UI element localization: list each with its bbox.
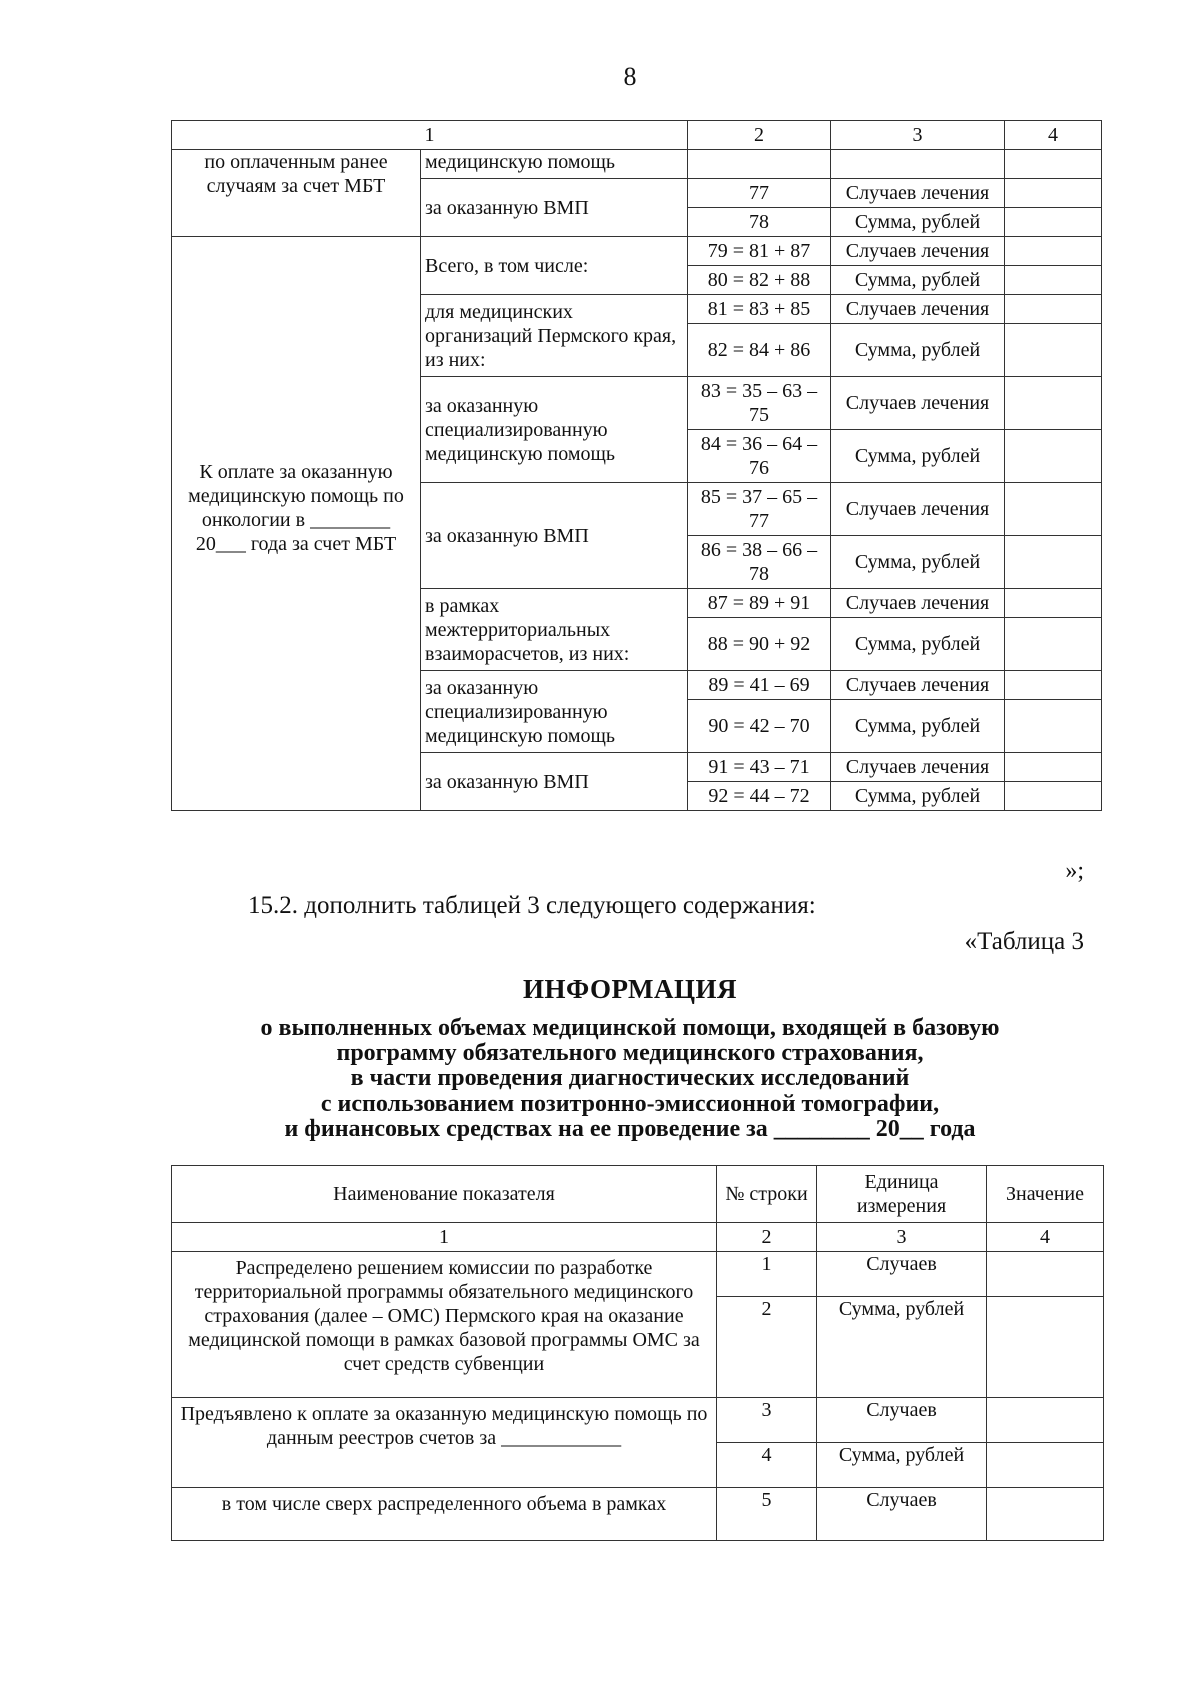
line-number: 89 = 41 – 69 bbox=[688, 671, 831, 700]
column-number: 3 bbox=[817, 1223, 987, 1252]
value-cell bbox=[987, 1443, 1104, 1488]
row-desc: за оказанную ВМП bbox=[421, 179, 688, 237]
line-number: 77 bbox=[688, 179, 831, 208]
closing-quote: »; bbox=[1065, 858, 1084, 884]
row-desc: за оказанную ВМП bbox=[421, 483, 688, 589]
table-reference: «Таблица 3 bbox=[964, 928, 1084, 955]
page-number: 8 bbox=[623, 62, 637, 91]
unit-cell: Сумма, рублей bbox=[817, 1297, 987, 1398]
unit-cell: Случаев лечения bbox=[831, 753, 1005, 782]
subtitle-line: в части проведения диагностических исследований bbox=[350, 1065, 910, 1092]
table-row bbox=[172, 150, 1102, 179]
row-desc: за оказанную специализированную медицинскую помощь bbox=[421, 671, 688, 753]
line-number bbox=[688, 150, 831, 179]
line-number: 1 bbox=[717, 1252, 817, 1297]
unit-cell: Сумма, рублей bbox=[831, 700, 1005, 753]
unit-cell: Сумма, рублей bbox=[831, 430, 1005, 483]
unit-cell: Случаев лечения bbox=[831, 237, 1005, 266]
header-cell: 2 bbox=[688, 121, 831, 150]
line-number: 78 bbox=[688, 208, 831, 237]
indicator-name: Распределено решением комиссии по разработке территориальной программы обязательного медицинского страхования (далее – ОМС) Пермского края на оказание медицинской помощи в рамках базовой программы ОМС за счет средств субвенции bbox=[172, 1252, 717, 1398]
table-header-row bbox=[172, 1166, 1104, 1223]
line-number: 80 = 82 + 88 bbox=[688, 266, 831, 295]
value-cell bbox=[1005, 377, 1102, 430]
value-cell bbox=[1005, 208, 1102, 237]
line-number: 4 bbox=[717, 1443, 817, 1488]
group-label: по оплаченным ранее случаям за счет МБТ bbox=[172, 150, 421, 237]
value-cell bbox=[987, 1398, 1104, 1443]
line-number: 84 = 36 – 64 – 76 bbox=[688, 430, 831, 483]
continuation-table bbox=[171, 120, 1102, 811]
indicator-name: Предъявлено к оплате за оказанную медицинскую помощь по данным реестров счетов за ____________ bbox=[172, 1398, 717, 1488]
value-cell bbox=[1005, 179, 1102, 208]
document-subtitle bbox=[150, 1016, 1110, 1142]
value-cell bbox=[1005, 324, 1102, 377]
line-number: 82 = 84 + 86 bbox=[688, 324, 831, 377]
value-cell bbox=[1005, 700, 1102, 753]
unit-cell: Случаев bbox=[817, 1398, 987, 1443]
line-number: 92 = 44 – 72 bbox=[688, 782, 831, 811]
line-number: 90 = 42 – 70 bbox=[688, 700, 831, 753]
value-cell bbox=[1005, 430, 1102, 483]
line-number: 91 = 43 – 71 bbox=[688, 753, 831, 782]
unit-cell: Сумма, рублей bbox=[831, 208, 1005, 237]
unit-cell bbox=[831, 150, 1005, 179]
line-number: 2 bbox=[717, 1297, 817, 1398]
document-title: ИНФОРМАЦИЯ bbox=[523, 974, 737, 1004]
value-cell bbox=[1005, 671, 1102, 700]
line-number: 5 bbox=[717, 1488, 817, 1541]
value-cell bbox=[1005, 782, 1102, 811]
column-numbers-row bbox=[172, 1223, 1104, 1252]
row-desc: для медицинских организаций Пермского края, из них: bbox=[421, 295, 688, 377]
group-label-text: К оплате за оказанную медицинскую помощь по онкологии в ________ 20___ года за счет МБТ bbox=[188, 460, 404, 555]
table-row bbox=[172, 1398, 1104, 1443]
unit-cell: Случаев лечения bbox=[831, 671, 1005, 700]
line-number: 85 = 37 – 65 – 77 bbox=[688, 483, 831, 536]
unit-cell: Случаев bbox=[817, 1488, 987, 1541]
unit-cell: Сумма, рублей bbox=[831, 536, 1005, 589]
header-cell: 3 bbox=[831, 121, 1005, 150]
row-desc: медицинскую помощь bbox=[421, 150, 688, 179]
unit-cell: Случаев bbox=[817, 1252, 987, 1297]
value-cell bbox=[987, 1297, 1104, 1398]
line-number: 87 = 89 + 91 bbox=[688, 589, 831, 618]
row-desc: в рамках межтерриториальных взаиморасчетов, из них: bbox=[421, 589, 688, 671]
unit-cell: Случаев лечения bbox=[831, 377, 1005, 430]
value-cell bbox=[1005, 295, 1102, 324]
value-cell bbox=[1005, 266, 1102, 295]
unit-cell: Сумма, рублей bbox=[831, 324, 1005, 377]
value-cell bbox=[1005, 483, 1102, 536]
value-cell bbox=[987, 1488, 1104, 1541]
value-cell bbox=[1005, 618, 1102, 671]
subtitle-line: о выполненных объемах медицинской помощи, входящей в базовую bbox=[260, 1015, 1000, 1041]
value-cell bbox=[987, 1252, 1104, 1297]
value-cell bbox=[1005, 753, 1102, 782]
unit-cell: Сумма, рублей bbox=[831, 618, 1005, 671]
line-number: 79 = 81 + 87 bbox=[688, 237, 831, 266]
header-cell: Значение bbox=[987, 1166, 1104, 1223]
row-desc: Всего, в том числе: bbox=[421, 237, 688, 295]
row-desc: за оказанную специализированную медицинскую помощь bbox=[421, 377, 688, 483]
line-number: 81 = 83 + 85 bbox=[688, 295, 831, 324]
group-label bbox=[172, 237, 421, 811]
header-cell: № строки bbox=[717, 1166, 817, 1223]
value-cell bbox=[1005, 150, 1102, 179]
column-number: 2 bbox=[717, 1223, 817, 1252]
value-cell bbox=[1005, 589, 1102, 618]
unit-cell: Случаев лечения bbox=[831, 589, 1005, 618]
unit-cell: Случаев лечения bbox=[831, 483, 1005, 536]
pet-ct-info-table bbox=[171, 1165, 1104, 1541]
line-number: 3 bbox=[717, 1398, 817, 1443]
table-row bbox=[172, 237, 1102, 266]
table-header-row bbox=[172, 121, 1102, 150]
indicator-name: в том числе сверх распределенного объема в рамках bbox=[172, 1488, 717, 1541]
header-cell: Единица измерения bbox=[817, 1166, 987, 1223]
table-row bbox=[172, 1488, 1104, 1541]
subtitle-line: и финансовых средствах на ее проведение за ________ 20__ года bbox=[284, 1115, 976, 1142]
row-desc: за оказанную ВМП bbox=[421, 753, 688, 811]
table-row bbox=[172, 1252, 1104, 1297]
column-number: 1 bbox=[172, 1223, 717, 1252]
subtitle-line: программу обязательного медицинского страхования, bbox=[336, 1040, 924, 1067]
value-cell bbox=[1005, 237, 1102, 266]
unit-cell: Случаев лечения bbox=[831, 179, 1005, 208]
header-cell: 4 bbox=[1005, 121, 1102, 150]
column-number: 4 bbox=[987, 1223, 1104, 1252]
section-paragraph: 15.2. дополнить таблицей 3 следующего содержания: bbox=[248, 892, 816, 919]
unit-cell: Сумма, рублей bbox=[817, 1443, 987, 1488]
unit-cell: Сумма, рублей bbox=[831, 782, 1005, 811]
subtitle-line: с использованием позитронно-эмиссионной томографии, bbox=[320, 1090, 940, 1117]
header-cell: Наименование показателя bbox=[172, 1166, 717, 1223]
line-number: 88 = 90 + 92 bbox=[688, 618, 831, 671]
value-cell bbox=[1005, 536, 1102, 589]
line-number: 83 = 35 – 63 – 75 bbox=[688, 377, 831, 430]
header-cell: 1 bbox=[172, 121, 688, 150]
line-number: 86 = 38 – 66 – 78 bbox=[688, 536, 831, 589]
unit-cell: Случаев лечения bbox=[831, 295, 1005, 324]
unit-cell: Сумма, рублей bbox=[831, 266, 1005, 295]
